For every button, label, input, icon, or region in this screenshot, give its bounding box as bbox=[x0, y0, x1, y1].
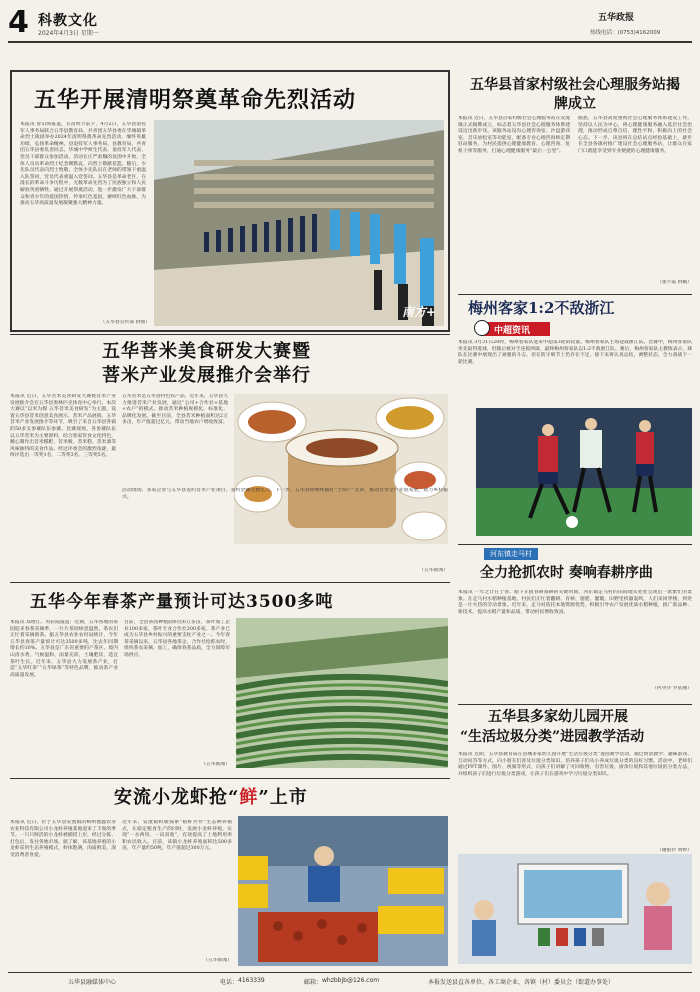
paper-name: 五华政报 bbox=[598, 13, 635, 23]
article-crayfish bbox=[10, 780, 450, 970]
column-label: 中超资讯 bbox=[494, 326, 531, 336]
soccer-ball-icon bbox=[474, 320, 490, 336]
match-photo bbox=[476, 408, 692, 536]
article-body-2: 五华菩米是五华县特色农产品，近年来，五华县大力推进菩米产业发展，通过“公司+合作社+基地+农户”的模式，推动菩米种植规模化、标准化、品牌化发展。截至目前，全县菩米种植面积达2万多亩，年产值超过亿元，带动当地农户增收致富。 bbox=[122, 394, 228, 426]
headline-line: 五华县首家村级社会心理服务站揭牌成立 bbox=[470, 77, 680, 112]
credit: （何英华 罗依丽） bbox=[652, 686, 692, 691]
column-badge bbox=[484, 322, 550, 336]
tea-garden-illustration bbox=[236, 618, 448, 768]
article-body: 本报讯 近日，位于五华县安流镇的梅州德鑫农业农业科技有限公司小龙虾养殖基地迎来了丰收的季节。一只只鲜活的小龙虾被捕捞上岸，经过分拣、打包后，发往各地市场。据了解，该基地养殖的小龙虾采用生态养殖模式，虾体饱满，肉质鲜美，深受消费者喜爱。 bbox=[10, 820, 116, 858]
article-kindergarten bbox=[458, 706, 692, 968]
headline: 五华开展清明祭奠革命先烈活动 bbox=[34, 87, 357, 113]
article-body: 本报讯 近期，五华县教育局在县城多家幼儿园开展“生活垃圾分类”进园教学活动，通过情景教学、趣味游戏、互动问答等方式，向小朋友们普及垃圾分类知识，培养孩子们从小养成垃圾分类的良好习惯。活动中，老师们通过PPT课件、图片、视频等形式，向孩子们讲解了可回收物、有害垃圾、厨余垃圾和其他垃圾的分类方法，并组织孩子们进行垃圾分类游戏，让孩子们在游戏中学习垃圾分类知识。 bbox=[458, 752, 692, 777]
tea-garden-photo bbox=[236, 618, 448, 768]
article-body: 本报讯 近日，五华菩米美食研发大赛暨菩米产业发展推介会在五华县奥林匹克体育中心举行。本次大赛以“以米为媒 五华菩米美食研发”为主题，设置五华县菩米创意美食展示、菩米产品展销、五华菩米产业发展推介等环节，吸引了来自五华县各镇的50多支参赛队伍参赛。比赛现场，各参赛队伍以五华菩米为主要原料，结合客家饮食文化特色，精心制作出菩米糍粑、菩米粄、菩米糕、菩米酒等风味独特的美食作品。经过评委会的激烈角逐，最终评选出一等奖1名、二等奖3名、三等奖5名。 bbox=[10, 394, 116, 459]
masthead-rule bbox=[8, 41, 692, 43]
ceremony-photo bbox=[154, 120, 444, 326]
match-illustration bbox=[476, 408, 692, 536]
article-body: 本报讯 郑增江、英彩霞报道：近期，五华各地的茶园迎来春茶采摘季，一片片茶园绿意盎然，茶农们正忙着采摘新茶。据五华县农业农村局统计，今年五华县春茶产量预计可达3500多吨，比去年同期增长约10%。五华县是广东省重要的产茶区，境内山清水秀，气候温和，雨量充沛，土壤肥沃，适宜茶叶生长。近年来，五华县大力发展茶产业，打造“五华红茶”“五华绿茶”等特色品牌，推动茶产业高质量发展。 bbox=[10, 620, 118, 678]
article-body: 本报讯 一年之计在于春。眼下正值春耕备耕的关键时期，河东镇走马村的田间地头处处呈现出一派繁忙的景象。在走马村水稻种植基地，村民们正忙着翻耕、育秧、施肥、灌溉，田野里机器轰鸣，人们来回穿梭，到处是一片火热的劳动景象。近年来，走马村依托本地资源优势，积极引导农户发展优质水稻种植，推广新品种、新技术，提高水稻产量和品质，带动村民增收致富。 bbox=[458, 590, 692, 615]
headline-prefix: 安流小龙虾抢“ bbox=[114, 787, 240, 808]
section-title: 科教文化 bbox=[38, 13, 98, 29]
article-body-2: 近年来，安流镇积极探索“稻虾共作”生态种养模式，在稳定粮食生产的同时，发展小龙虾养殖，实现“一水两用、一田双收”，有效提高了土地利用率和农民收入。目前，该镇小龙虾养殖面积达500多亩，年产量约50吨，年产值超过300万元。 bbox=[122, 820, 232, 852]
ceremony-illustration bbox=[154, 120, 444, 326]
divider bbox=[10, 582, 450, 583]
article-body: 本报讯 3月31日20时，梅州客家队迎来中超第3轮的较量，梅州客家队主场迎战浙江队。比赛中，梅州客家队率先取得进球，但随后被对手连扳两球，最终梅州客家队以1:2不敌浙江队。赛后，梅州客家队主教练表示，球队在比赛中展现出了顽强的斗志，但在防守细节上仍存在不足，接下来将认真总结，调整状态，全力备战下一轮比赛。 bbox=[458, 340, 692, 365]
credit: （五华新闻） bbox=[203, 958, 232, 963]
classroom-illustration bbox=[458, 854, 692, 964]
classroom-photo bbox=[458, 854, 692, 964]
headline bbox=[114, 786, 308, 810]
article-body-2: 目前，全县茶园种植面积达6万多亩，茶叶加工企业100多家，茶叶专业合作社200多家，茶产业已成为五华县乡村振兴的重要支柱产业之一。今年春茶采摘以来，五华县各地茶企、合作社抢抓农时，组织茶农采摘、加工，确保春茶品质，全力保障市场供应。 bbox=[124, 620, 230, 658]
headline-line-2: 菩米产业发展推介会举行 bbox=[102, 365, 311, 386]
divider bbox=[458, 544, 692, 545]
credit: （张宇霞 供稿） bbox=[656, 280, 692, 285]
headline-suffix: ”上市 bbox=[258, 787, 308, 808]
footer-rule bbox=[8, 972, 692, 973]
credit: （谢银伶 黄婷） bbox=[656, 848, 692, 853]
issue-date: 2024年4月3日 星期一 bbox=[38, 30, 99, 37]
headline: 梅州客家1:2不敌浙江 bbox=[468, 299, 615, 317]
article-body-col2: 据悉，五华县高度重视社会心理服务体系建设工作，坚持以人民为中心，将心理健康服务融入基层社会治理，推动形成自尊自信、理性平和、积极向上的社会心态。下一步，该县将在总结试点经验基础上，逐步在全县各镇村推广建设社会心理服务站，让群众在家门口就能享受到专业便捷的心理健康服务。 bbox=[578, 116, 692, 154]
article-qingming bbox=[10, 70, 450, 332]
crayfish-photo bbox=[238, 816, 448, 966]
headline-line-1: 五华菩米美食研发大赛暨 bbox=[102, 341, 311, 362]
divider bbox=[10, 778, 450, 779]
masthead bbox=[8, 6, 692, 40]
credit: （五华县宣传部 供图） bbox=[100, 320, 150, 325]
footer-phone-label: 电话： bbox=[220, 979, 239, 986]
article-psych-station bbox=[458, 70, 692, 292]
headline-line-1: 五华县多家幼儿园开展 bbox=[488, 709, 628, 725]
article-body-3: 活动现场，多家企业与五华县签约菩米产业项目，签约金额达数亿元。下一步，五华县将继续做好“土特产”文章，推动菩米全产业链发展，助力乡村振兴。 bbox=[122, 488, 448, 500]
credit: （五华新闻） bbox=[419, 568, 448, 573]
article-rice-contest bbox=[10, 338, 450, 578]
divider bbox=[458, 294, 692, 295]
footer-phone: 4163339 bbox=[238, 977, 265, 984]
photo-watermark: 南方+ bbox=[401, 305, 436, 319]
hotline: 热线电话：(0753)4162009 bbox=[590, 30, 661, 36]
footer-email-label: 邮箱： bbox=[304, 979, 323, 986]
headline: 五华今年春茶产量预计可达3500多吨 bbox=[30, 592, 334, 612]
column-label: 河东镇走马村 bbox=[484, 548, 538, 560]
headline-line-2: “生活垃圾分类”进园教学活动 bbox=[460, 729, 645, 745]
divider bbox=[10, 334, 450, 335]
credit: （五华新闻） bbox=[201, 762, 230, 767]
footer-distribution: 本报发送县直各单位、各工商企业、各镇（村）委员会（街道办事处） bbox=[428, 979, 615, 986]
article-spring-tea bbox=[10, 586, 450, 776]
footer bbox=[8, 975, 692, 989]
article-spring-farming bbox=[458, 546, 692, 702]
page-number: 4 bbox=[8, 5, 30, 40]
headline-highlight: 鲜 bbox=[239, 787, 259, 808]
article-football bbox=[458, 296, 692, 540]
divider bbox=[458, 704, 692, 705]
footer-email: whzbbjb@126.com bbox=[322, 977, 380, 984]
article-body: 本报讯 曾山海报道，在清明节前夕，4月2日，五华县退役军人事务局联合五华县教育局、共青团五华县委在华城镇革命烈士陵园举办2024年清明祭奠革命先烈活动，缅怀英雄功绩，弘扬革命精神。县退役军人事务局、县教育局、共青团五华县委负责同志，华城中学师生代表、退役军人代表、党员干部群众参加活动。活动在庄严肃穆的氛围中开始，全体人员向革命烈士纪念碑默哀，向烈士敬献花篮。随后，少先队员代表向烈士致敬，全体少先队员在老师的带领下重温入队誓词，党员代表重温入党誓词。五华县是革命老区，在漫长的革命斗争历程中，无数革命先烈为了民族独立和人民解放英勇牺牲。通过开展祭奠活动，进一步激发广大干部群众和青少年的爱国热情，传承红色基因，赓续红色血脉，为推动五华高质量发展凝聚强大精神力量。 bbox=[20, 122, 146, 207]
article-body-col1: 本报讯 近日，五华县首家村级社会心理服务站在安流镇正式揭牌成立，标志着五华县社会心理服务体系建设迈出新步伐。该服务站设有心理咨询室、沙盘游戏室、音乐放松室等功能室，配备专业心理咨询师定期驻站服务，为村民提供心理健康教育、心理咨询、危机干预等服务，打通心理健康服务“最后一公里”。 bbox=[458, 116, 570, 154]
crayfish-illustration bbox=[238, 816, 448, 966]
headline: 全力抢抓农时 奏响春耕序曲 bbox=[480, 565, 653, 581]
footer-publisher: 五华县融媒体中心 bbox=[68, 979, 117, 986]
